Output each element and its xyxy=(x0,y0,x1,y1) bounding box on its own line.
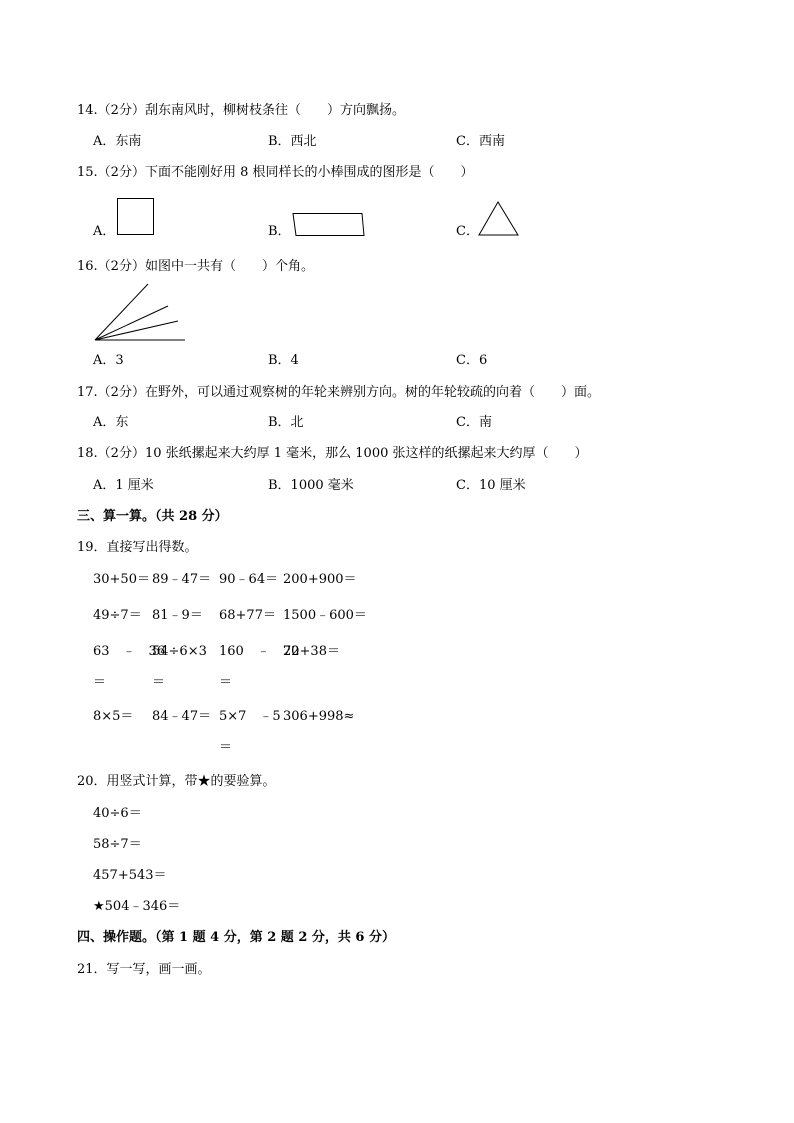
calc-equals: ＝ xyxy=(152,675,166,690)
calc-item: 160 ﹣ 70 xyxy=(219,644,300,659)
q15-option-b[interactable]: B． xyxy=(268,224,291,239)
section3-title: 三、算一算。（共 28 分） xyxy=(77,509,228,524)
calc-equals: ＝ xyxy=(93,675,107,690)
calc-item: 200+900＝ xyxy=(283,572,357,587)
q14-stem: 14.（2分）刮东南风时，柳树枝条往（ ）方向飘扬。 xyxy=(77,103,405,118)
angle-rays-figure xyxy=(90,280,190,344)
q16-option-c[interactable]: C．6 xyxy=(456,353,488,368)
calc-item: 49÷7＝ xyxy=(93,608,142,623)
q18-option-c[interactable]: C．10 厘米 xyxy=(456,478,526,493)
vertical-calc-item: 457+543＝ xyxy=(93,868,167,883)
calc-item: 30+50＝ xyxy=(93,572,150,587)
q14-option-a[interactable]: A．东南 xyxy=(93,134,142,149)
vertical-calc-item: ★504﹣346＝ xyxy=(93,899,181,914)
calc-item: 22+38＝ xyxy=(283,644,340,659)
calc-item: 8×5＝ xyxy=(93,709,134,724)
q14-option-b[interactable]: B．西北 xyxy=(268,134,317,149)
calc-equals: ＝ xyxy=(219,740,233,755)
q14-option-c[interactable]: C．西南 xyxy=(456,134,505,149)
q16-stem: 16.（2分）如图中一共有（ ）个角。 xyxy=(77,259,314,274)
calc-item: 63 ﹣ 36 xyxy=(93,644,166,659)
q21-stem: 21．写一写，画一画。 xyxy=(77,962,211,977)
triangle-figure xyxy=(477,200,521,238)
q17-stem: 17.（2分）在野外，可以通过观察树的年轮来辨别方向。树的年轮较疏的向着（ ）面。 xyxy=(77,385,600,400)
calc-item: 54÷6×3 xyxy=(152,644,207,659)
q15-option-c[interactable]: C． xyxy=(456,224,479,239)
q18-option-a[interactable]: A．1 厘米 xyxy=(93,478,154,493)
q17-option-a[interactable]: A．东 xyxy=(93,415,129,430)
q18-stem: 18.（2分）10 张纸摞起来大约厚 1 毫米，那么 1000 张这样的纸摞起来大约厚（ ） xyxy=(77,446,588,461)
q17-option-c[interactable]: C．南 xyxy=(456,415,492,430)
q18-option-b[interactable]: B．1000 毫米 xyxy=(268,478,354,493)
q16-option-a[interactable]: A．3 xyxy=(93,353,124,368)
calc-equals: ＝ xyxy=(219,675,233,690)
vertical-calc-item: 58÷7＝ xyxy=(93,837,142,852)
vertical-calc-item: 40÷6＝ xyxy=(93,806,142,821)
calc-item: 84﹣47＝ xyxy=(152,709,212,724)
calc-item: 90﹣64＝ xyxy=(219,572,279,587)
calc-item: 89﹣47＝ xyxy=(152,572,212,587)
q20-stem: 20．用竖式计算，带★的要验算。 xyxy=(77,774,276,789)
calc-item: 306+998≈ xyxy=(283,709,355,724)
square-figure xyxy=(116,197,156,237)
q15-stem: 15.（2分）下面不能刚好用 8 根同样长的小棒围成的图形是（ ） xyxy=(77,165,474,180)
q19-stem: 19．直接写出得数。 xyxy=(77,540,198,555)
q15-option-a[interactable]: A． xyxy=(93,224,116,239)
q17-option-b[interactable]: B．北 xyxy=(268,415,304,430)
parallelogram-figure xyxy=(290,212,368,238)
calc-item: 68+77＝ xyxy=(219,608,276,623)
section4-title: 四、操作题。（第 1 题 4 分，第 2 题 2 分，共 6 分） xyxy=(77,930,395,945)
calc-item: 1500﹣600＝ xyxy=(283,608,367,623)
calc-item: 81﹣9＝ xyxy=(152,608,203,623)
calc-item: 5×7 ﹣5 xyxy=(219,709,281,724)
q16-option-b[interactable]: B．4 xyxy=(268,353,299,368)
